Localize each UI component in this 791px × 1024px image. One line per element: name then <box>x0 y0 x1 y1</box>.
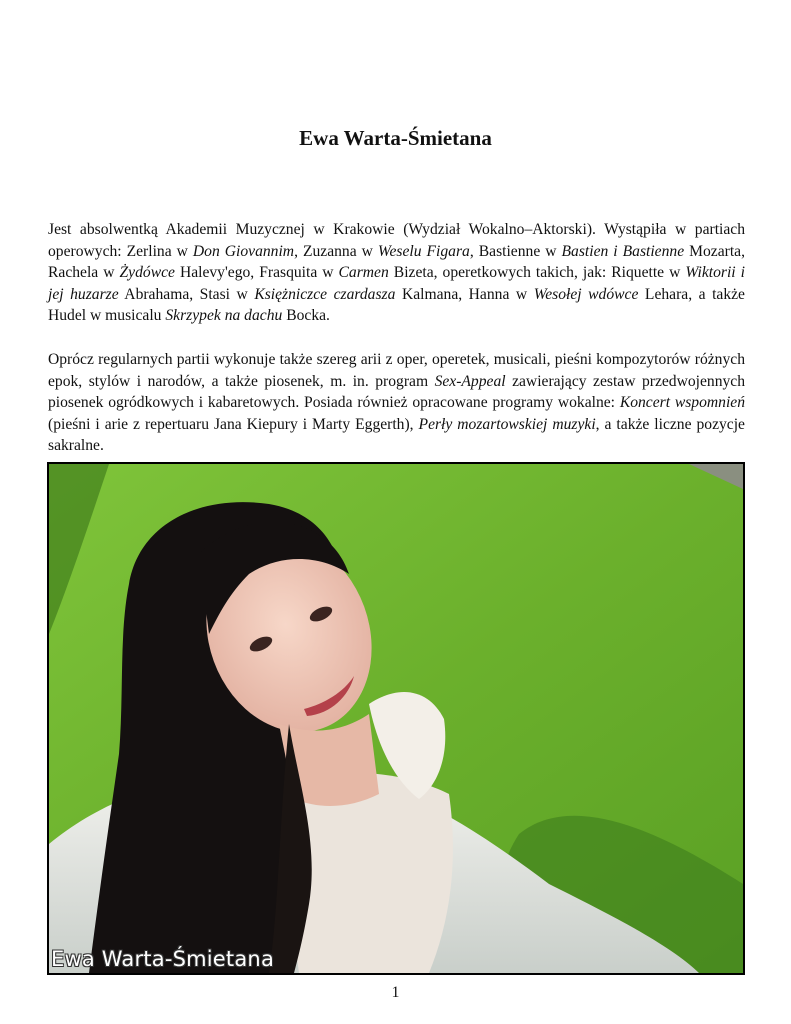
body-text: Mozarta, Rachela w <box>48 242 745 282</box>
portrait-photo <box>47 462 745 975</box>
body-text: Abrahama, Stasi w <box>118 285 255 303</box>
body-text: Halevy'ego, Frasquita w <box>174 264 339 282</box>
biography-paragraph-1 <box>48 219 745 327</box>
body-text: , Zuzanna w <box>294 242 378 260</box>
portrait-image <box>49 464 743 973</box>
italic-title-text: Carmen <box>338 264 389 282</box>
body-text: (pieśni i arie z repertuaru Jana Kiepury i Marty Eggerth), <box>48 415 419 433</box>
italic-title-text: Don Giovannim <box>192 242 295 260</box>
italic-title-text: Księżniczce czardasza <box>254 285 396 303</box>
italic-title-text: Sex-Appeal <box>434 372 506 390</box>
body-text: Lehara, a także Hudel w musicalu <box>48 285 745 325</box>
body-text: Bocka. <box>282 307 330 325</box>
italic-title-text: Koncert wspomnień <box>619 394 746 412</box>
italic-title-text: Wesołej wdówce <box>533 285 639 303</box>
page-number: 1 <box>391 984 400 1001</box>
italic-title-text: Skrzypek na dachu <box>165 307 283 325</box>
body-text: Kalmana, Hanna w <box>395 285 534 303</box>
body-text: , Bastienne w <box>469 242 562 260</box>
italic-title-text: Żydówce <box>119 264 175 282</box>
italic-title-text: Weselu Figara <box>377 242 470 260</box>
italic-title-text: Bastien i Bastienne <box>561 242 685 260</box>
biography-paragraph-2 <box>48 349 745 457</box>
body-text: Bizeta, operetkowych takich, jak: Riquette w <box>388 264 686 282</box>
photo-caption: Ewa Warta-Śmietana <box>51 947 275 971</box>
body-text: , a także liczne pozycje sakralne. <box>48 415 745 455</box>
body-text: Jest absolwentką Akademii Muzycznej w Krakowie (Wydział Wokalno–Aktorski). Wystąpiła w partiach operowych: Zerlina w <box>48 221 745 260</box>
italic-title-text: Wiktorii i jej huzarze <box>48 264 745 303</box>
italic-title-text: Perły mozartowskiej muzyki <box>418 415 596 433</box>
body-text: Oprócz regularnych partii wykonuje także szereg arii z oper, operetek, musicali, pieśni kompozytorów różnych epok, stylów i narodów, a także piosenek, m. in. program <box>48 351 745 390</box>
body-text: zawierający zestaw przedwojennych piosenek ogródkowych i kabaretowych. Posiada również opracowane programy wokalne: <box>48 372 746 412</box>
page-title: Ewa Warta-Śmietana <box>299 126 492 150</box>
